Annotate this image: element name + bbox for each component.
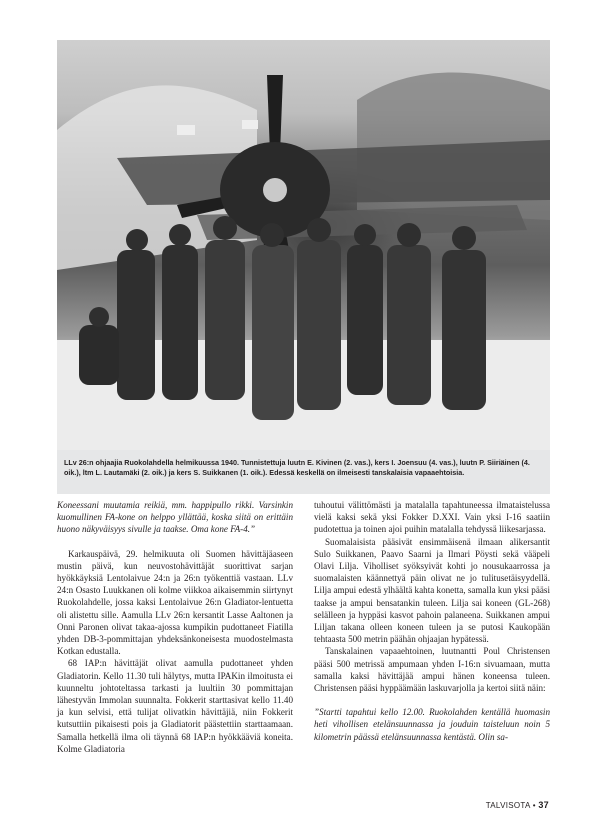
page-number: 37 — [538, 800, 549, 810]
body-paragraph: tuhoutui välittömästi ja matalalla tapahtuneessa ilmataistelussa vielä kaksi sekä yksi Fokker D.XXI. Vain yksi I-16 saatiin pudotettua ja toinen ajoi puihin matalalla tehdyssä liikesarjassa. — [314, 500, 550, 535]
quote-paragraph: ”Startti tapahtui kello 12.00. Ruokolahden kentällä huomasin heti vihollisen etelänsuunnassa ja jouduin taisteluun noin 5 kilometrin päässä etelänsuunnassa kentästä. Olin sa- — [314, 707, 550, 742]
left-column — [57, 499, 293, 755]
body-paragraph: Suomalaisista pääsivät ensimmäisenä ilmaan alikersantit Sulo Suikkanen, Paavo Saarni ja Ilmari Pöysti sekä vääpeli Olavi Lilja. Viholliset syöksyivät kohti jo nousukaarrossa ja suomalaisten käännettyä päin olivat ne jo tulitusetäisyydellä. Lilja ampui edestä ylhäältä kahta konetta, samalla kun yksi pääsi taakse ja ampui bensatankin tuleen. Lilja sai koneen (GL-268) selälleen ja hyppäsi kasvot pahoin palaneena. Suikkanen ampui Liljan takana olleen koneen tuleen ja se putosi Kaukopään tehtaasta 500 metrin päähän ohjaajan hypätessä. — [314, 536, 550, 645]
right-column — [314, 499, 550, 743]
photo-image-icon — [57, 40, 550, 450]
section-title: TALVISOTA — [485, 801, 531, 810]
quote-paragraph: Koneessani muutamia reikiä, mm. happipullo rikki. Varsinkin kuomullinen FA-kone on helppo yllättää, koska siitä on erittäin huono näkyväisyys sivulle ja taakse. Oma kone FA-4.” — [57, 500, 293, 535]
historical-photo — [57, 40, 550, 450]
body-paragraph: Tanskalainen vapaaehtoinen, luutnantti Poul Christensen pääsi 500 metrissä ampumaan yhden I-16:n sivuamaan, mutta samalla kaksi hävittäjää ampui hänen koneensa tuleen. Christensen pääsi hyppäämään laskuvarjolla ja kertoi siitä näin: — [314, 646, 550, 694]
footer-separator: • — [532, 801, 536, 810]
page-footer — [486, 800, 549, 810]
body-paragraph: 68 IAP:n hävittäjät olivat aamulla pudottaneet yhden Gladiatorin. Kello 11.30 tuli hälytys, mutta IPAKin ilmoitusta ei kuunneltu johtoteltassa tarkasti ja luultiin 30 pommittajan lähestyvän Immolan suunnalta. Fokkerit starttasivat kello 11.40 ja kun selvisi, että tulijat olivatkin hävittäjiä, niin Fokkerit kutsuttiin pikaisesti pois ja Gladiatorit päästettiin starttaamaan. Samalla hetkellä ilma oli täynnä 68 IAP:n hyökkääviä koneita. Kolme Gladiatoria — [57, 658, 293, 754]
body-paragraph: Karkauspäivä, 29. helmikuuta oli Suomen hävittäjäaseen mustin päivä, kun neuvostohävittäjät suorittivat sarjan hyökkäyksiä Lentolaivue 24:n ja 26:n työkenttiä vastaan. LLv 24:n Osasto Luukkanen oli kolme viikkoa aikaisemmin siirtynyt Ruokolahdelle, jossa kaksi Lentolaivue 26:n Gladiator-lentuetta oli alistettu sille. Aamulla LLv 26:n kersantit Lasse Aaltonen ja Onni Paronen olivat takaa-ajossa kumpikin pudottaneet Fiatilla yhden DB-3-pommittajan yhdeksänkoneisesta muodostelmasta Kotkan edustalla. — [57, 548, 293, 657]
photo-caption: LLv 26:n ohjaajia Ruokolahdella helmikuussa 1940. Tunnistettuja luutn E. Kivinen (2. vas.), kers I. Joensuu (4. vas.), luutn P. Siiriäinen (4. oik.), ltm L. Lautamäki (2. oik.) ja kers S. Suikkanen (1. oik.). Edessä keskellä on ilmeisesti tanskalaisia vapaaehtoisia. — [64, 458, 530, 477]
